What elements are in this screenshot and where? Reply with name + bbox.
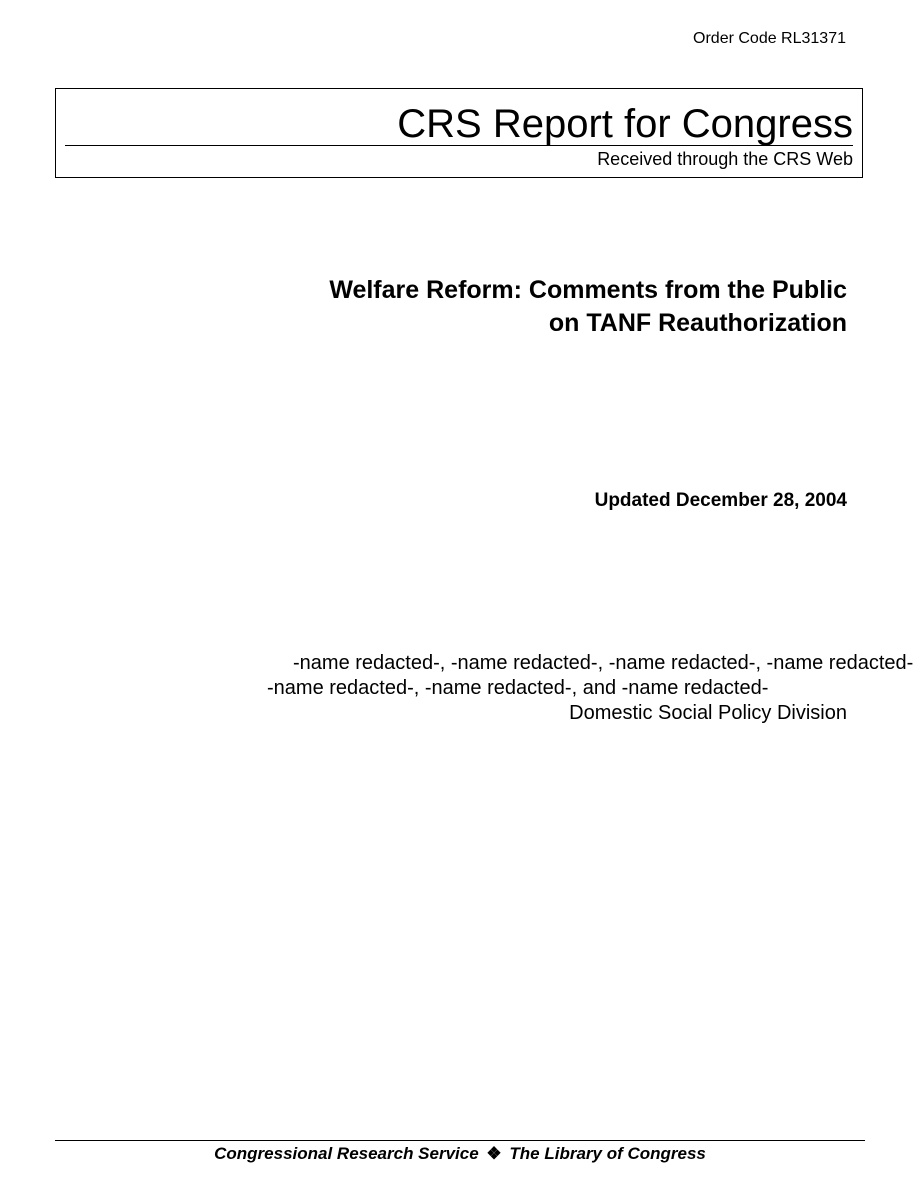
header-divider [65, 145, 853, 146]
report-title [329, 274, 847, 340]
footer-left-text: Congressional Research Service [214, 1144, 479, 1163]
footer [0, 1143, 920, 1165]
diamond-separator-icon: ❖ [486, 1144, 502, 1163]
authors-line-2: -name redacted-, -name redacted-, and -name redacted- [267, 677, 769, 699]
report-title-line-1: Welfare Reform: Comments from the Public [329, 276, 847, 304]
report-header-box [55, 88, 863, 178]
report-title-line-2: on TANF Reauthorization [548, 309, 847, 337]
order-code: Order Code RL31371 [693, 30, 846, 47]
header-subtitle: Received through the CRS Web [597, 149, 853, 169]
header-title: CRS Report for Congress [397, 102, 853, 146]
division-name: Domestic Social Policy Division [569, 702, 847, 724]
authors-line-1: -name redacted-, -name redacted-, -name redacted-, -name redacted- [293, 652, 914, 674]
footer-divider [55, 1140, 865, 1141]
footer-right-text: The Library of Congress [509, 1144, 706, 1163]
updated-date: Updated December 28, 2004 [594, 490, 847, 511]
